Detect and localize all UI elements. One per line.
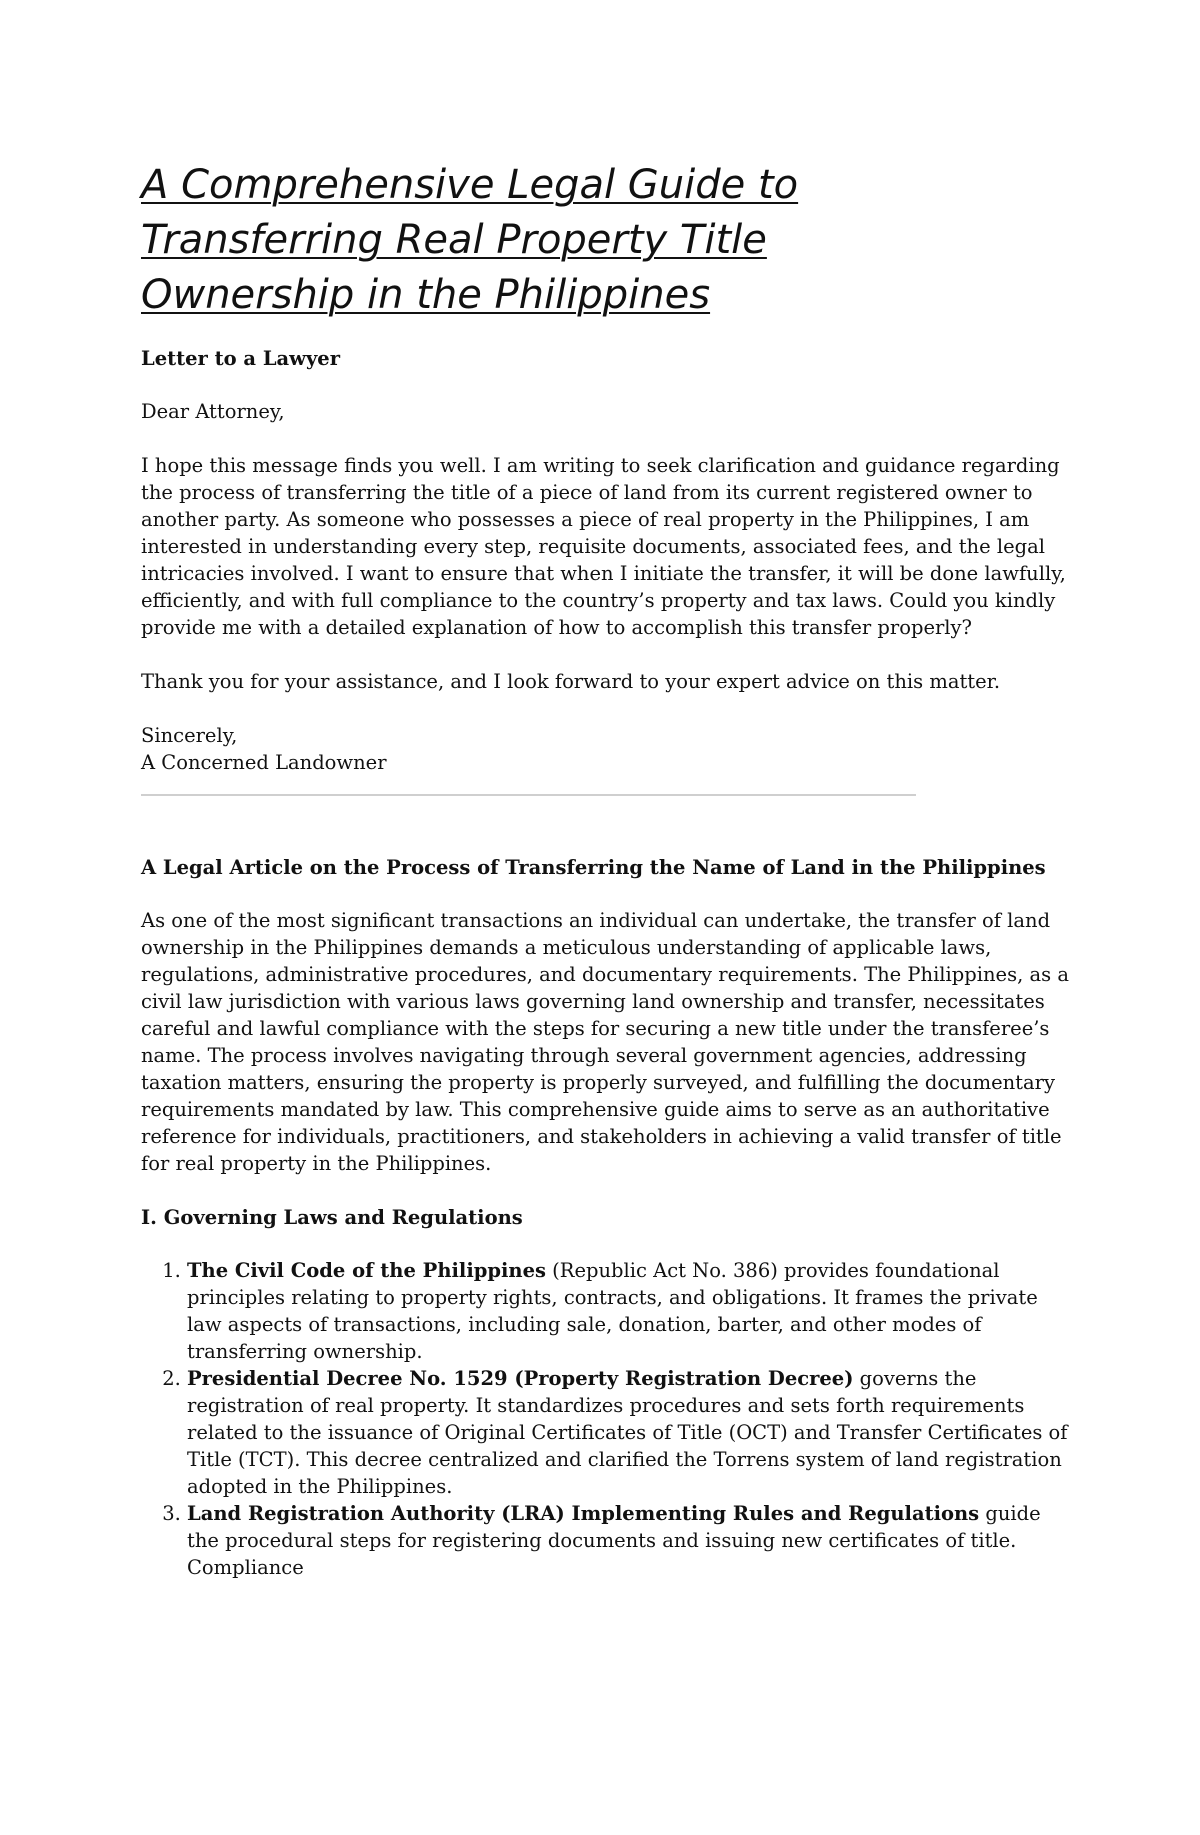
list-item	[187, 1257, 1071, 1365]
list-item	[187, 1500, 1071, 1581]
article-intro: As one of the most significant transactions an individual can undertake, the transfer of land ownership in the Philippines demands a meticulous understanding of applicable laws, regulations, administrative procedures, and documentary requirements. The Philippines, as a civil law jurisdiction with various laws governing land ownership and transfer, necessitates careful and lawful compliance with the steps for securing a new title under the transferee’s name. The process involves navigating through several government agencies, addressing taxation matters, ensuring the property is properly surveyed, and fulfilling the documentary requirements mandated by law. This comprehensive guide aims to serve as an authoritative reference for individuals, practitioners, and stakeholders in achieving a valid transfer of title for real property in the Philippines.	[141, 909, 1069, 1175]
list-item-text: (Republic Act No. 386) provides foundational principles relating to property rights, contracts, and obligations. It frames the private law aspects of transactions, including sale, donation, barter, and other modes of transferring ownership.	[187, 1259, 1038, 1363]
list-item-term: Presidential Decree No. 1529 (Property Registration Decree)	[187, 1367, 854, 1390]
letter-heading: Letter to a Lawyer	[141, 347, 340, 370]
letter-closing: Sincerely,	[141, 724, 238, 747]
letter-body: I hope this message finds you well. I am writing to seek clarification and guidance regarding the process of transferring the title of a piece of land from its current registered owner to another party. As someone who possesses a piece of real property in the Philippines, I am interested in understanding every step, requisite documents, associated fees, and the legal intricacies involved. I want to ensure that when I initiate the transfer, it will be done lawfully, efficiently, and with full compliance to the country’s property and tax laws. Could you kindly provide me with a detailed explanation of how to accomplish this transfer properly?	[141, 454, 1066, 639]
article-heading: A Legal Article on the Process of Transferring the Name of Land in the Philippines	[141, 856, 1046, 879]
letter-signature: A Concerned Landowner	[141, 751, 387, 774]
list-item-term: Land Registration Authority (LRA) Implementing Rules and Regulations	[187, 1502, 980, 1525]
list-item-text: governs the registration of real property. It standardizes procedures and sets forth requirements related to the issuance of Original Certificates of Title (OCT) and Transfer Certificates of Title (TCT). This decree centralized and clarified the Torrens system of land registration adopted in the Philippines.	[187, 1367, 1068, 1498]
list-item-term: The Civil Code of the Philippines	[187, 1259, 546, 1282]
section-heading-governing-laws: I. Governing Laws and Regulations	[141, 1206, 523, 1229]
letter-thanks: Thank you for your assistance, and I look forward to your expert advice on this matter.	[141, 670, 1001, 693]
letter-salutation: Dear Attorney,	[141, 400, 285, 423]
list-item	[187, 1365, 1071, 1500]
document-title: A Comprehensive Legal Guide to Transferring Real Property Title Ownership in the Philippines	[141, 162, 799, 318]
list-item-text: guide the procedural steps for registering documents and issuing new certificates of title. Compliance	[187, 1502, 1041, 1579]
document-page	[141, 158, 1071, 1581]
governing-laws-list	[141, 1257, 1071, 1581]
section-divider	[141, 794, 916, 796]
